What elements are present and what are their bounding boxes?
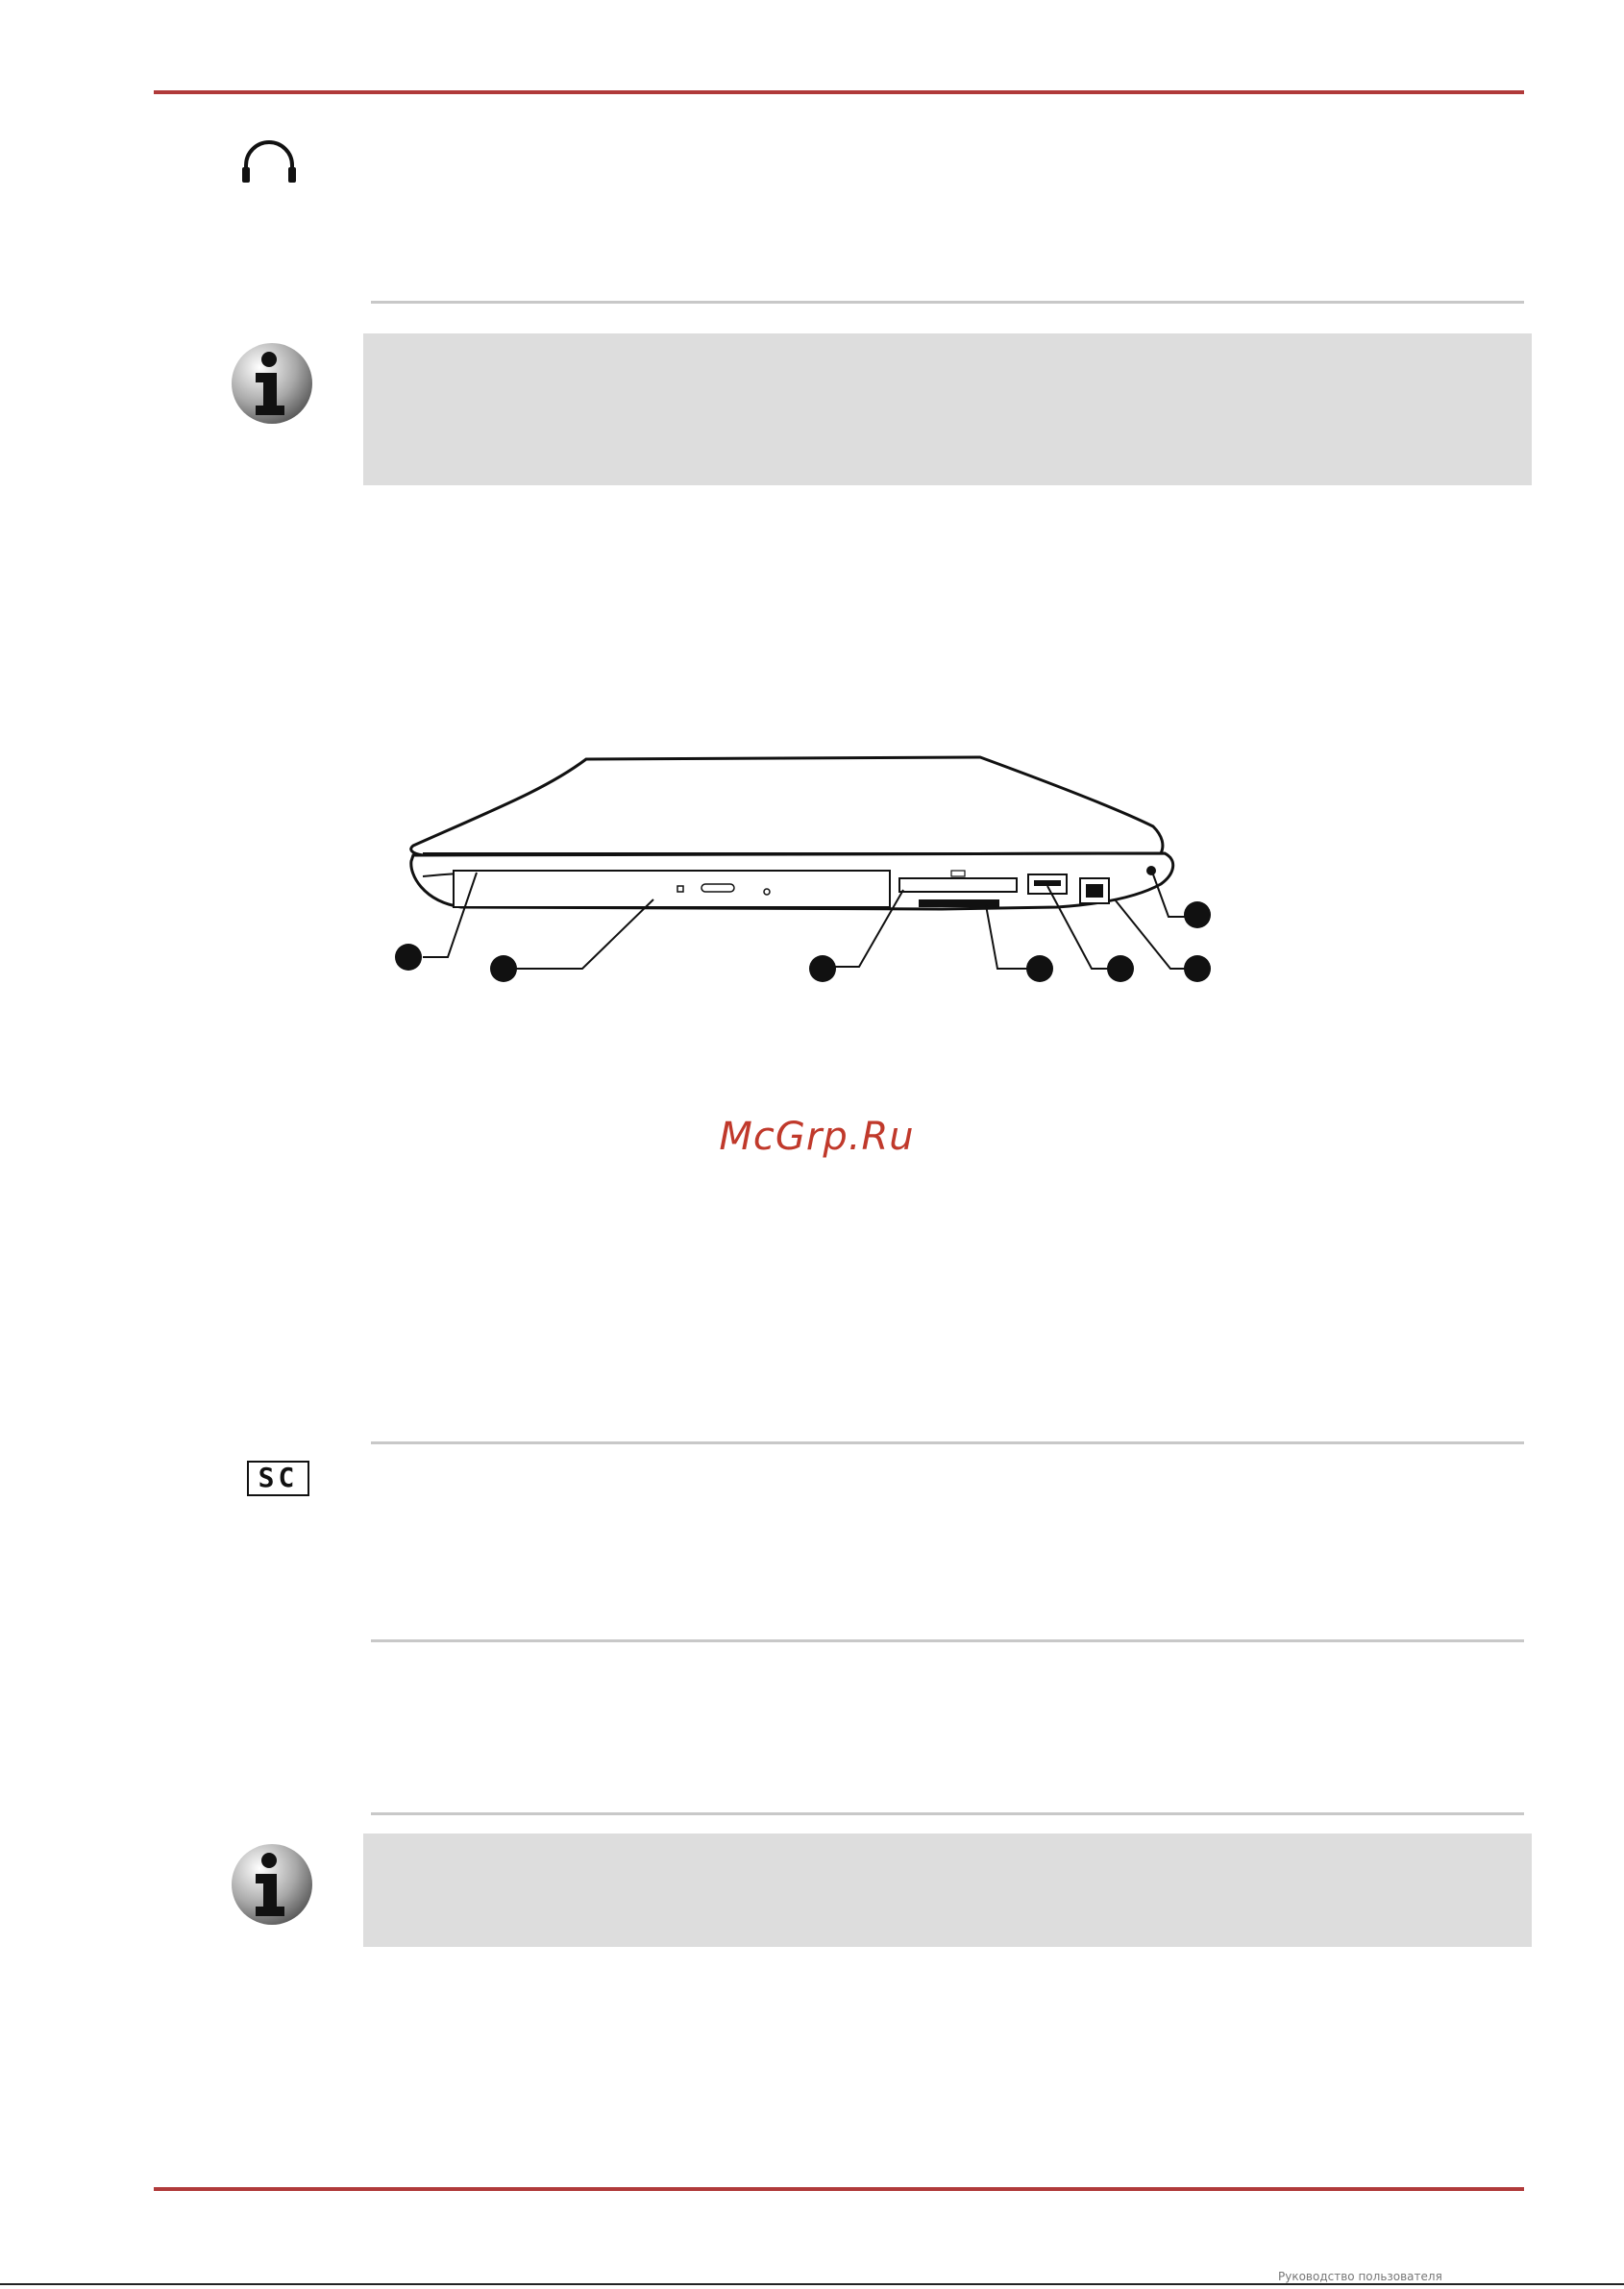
sd-card-slot xyxy=(919,899,999,907)
callout-6 xyxy=(1184,955,1211,982)
optical-drive xyxy=(454,871,890,907)
info-icon xyxy=(227,338,317,429)
callout-1 xyxy=(395,944,422,971)
watermark-text: McGrp.Ru xyxy=(719,1115,915,1159)
section-divider xyxy=(371,1441,1524,1444)
callout-2 xyxy=(490,955,517,982)
laptop-lid xyxy=(411,757,1163,855)
page-bottom-edge xyxy=(0,2283,1624,2285)
security-lock-slot xyxy=(1146,866,1156,875)
expresscard-slot xyxy=(899,878,1017,892)
section-divider xyxy=(371,1639,1524,1642)
sd-card-icon: SC xyxy=(247,1461,309,1496)
headphone-icon xyxy=(238,138,300,186)
section-divider xyxy=(371,301,1524,304)
footer-text: Руководство пользователя xyxy=(1278,2270,1442,2283)
callout-5 xyxy=(1107,955,1134,982)
note-box xyxy=(363,1834,1532,1947)
callout-4 xyxy=(1026,955,1053,982)
note-box xyxy=(363,333,1532,485)
section-divider xyxy=(371,1812,1524,1815)
callout-7 xyxy=(1184,901,1211,928)
laptop-right-side-diagram xyxy=(384,740,1230,999)
callout-3 xyxy=(809,955,836,982)
header-rule xyxy=(154,90,1524,94)
footer-rule xyxy=(154,2187,1524,2191)
info-icon xyxy=(227,1839,317,1930)
